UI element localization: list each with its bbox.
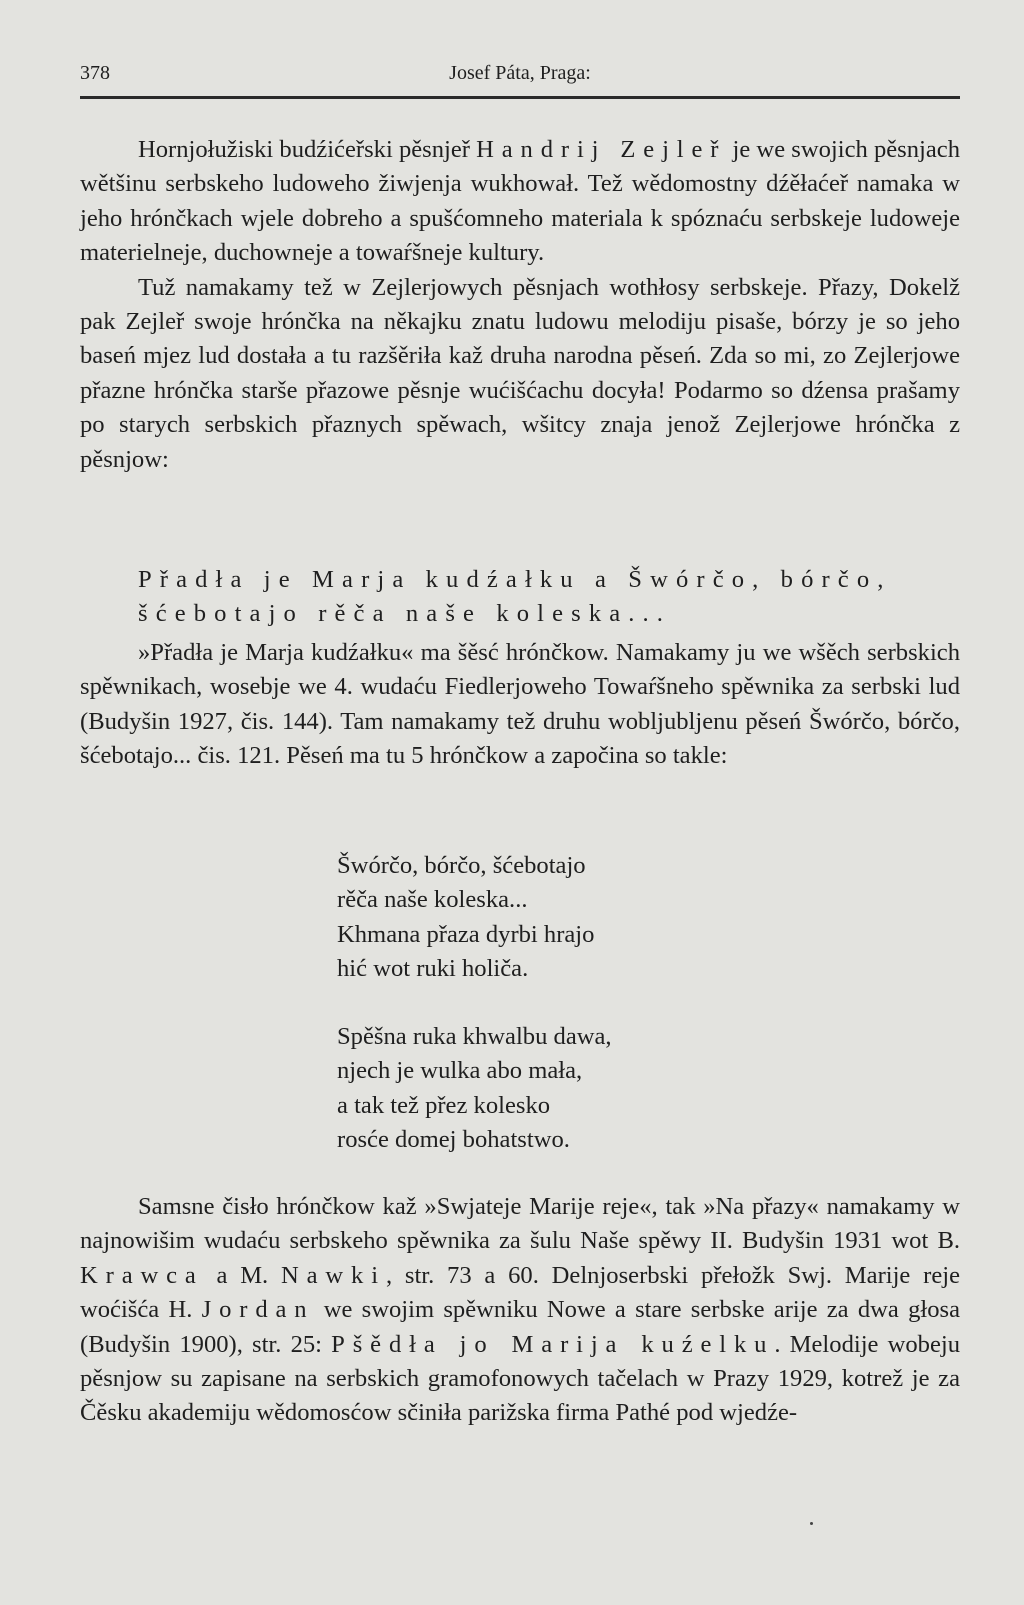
poem-line: Spěšna ruka khwalbu dawa,: [337, 1023, 612, 1050]
body-text-bottom: [80, 1190, 960, 1431]
name-krawca: Krawca: [80, 1261, 204, 1289]
paragraph-1-text-a: Hornjołužiski budźićeřski pěsnjeř: [138, 136, 477, 163]
paragraph-4-text-e: . Melodije wobeju pěsnjow su zapisane na serbskich gramofonowych tačelach w Prazy 1929, kotrež je za Čěsku akademiju wědomosćow sčiniła parižska firma Pathé pod wjedźe-: [80, 1330, 961, 1427]
running-title: Josef Páta, Praga:: [449, 62, 591, 84]
name-jordan: Jordan: [201, 1296, 315, 1324]
song-line-1: Přadła je Marja kudźałku a Šwórčo, bórčo,: [138, 566, 892, 593]
poem-stanza-1: [337, 849, 594, 987]
header-rule: [80, 96, 960, 99]
paragraph-2: Tuž namakamy tež w Zejlerjowych pěsnjach wothłosy serbskeje. Přazy, Dokelž pak Zejleř swoje hrónčka na někajku znatu ludowu melodiju pisaše, bórzy je so jeho baseń mjez lud dostała a tu razšěriła kaž druha narodna pěseń. Zda so mi, zo Zejlerjowe přazne hrónčka starše přazowe pěsnje wućišćachu docyła! Podarmo so dźensa prašamy po starych serbskich přaznych spěwach, wšitcy znaja jenož Zejlerjowe hrónčka z pěsnjow:: [80, 273, 960, 473]
poem-line: Khmana přaza dyrbi hrajo: [337, 920, 595, 948]
poem-line: njech je wulka abo mała,: [337, 1057, 583, 1085]
page-header: [80, 62, 960, 90]
paragraph-4-text-a: Samsne čisło hrónčkow kaž »Swjateje Marije reje«, tak »Na přazy« namakamy w najnowišim wudaću serbskeho spěwnika za šulu Naše spěwy II. Budyšin 1931 wot B.: [80, 1193, 960, 1255]
poem-line: rěča naše koleska...: [337, 886, 528, 914]
page-number: 378: [80, 62, 110, 84]
body-text-middle: [80, 636, 960, 774]
author-name: Handrij Zejleř: [476, 136, 727, 163]
paragraph-1: [80, 133, 960, 271]
paragraph-4-text-b: a M.: [203, 1261, 281, 1289]
paragraph-4-text-d: we swojim spěwniku Nowe a stare serbske arije za dwa głosa (Budyšin 1900), str. 25:: [80, 1296, 960, 1358]
poem-stanza-2: [337, 1020, 612, 1158]
poem-line: rosće domej bohatstwo.: [337, 1126, 570, 1154]
poem-line: a tak tež přez kolesko: [337, 1091, 551, 1119]
page-mark: [810, 1522, 813, 1525]
song-title: Pšědła jo Marija kuźelku: [331, 1330, 775, 1358]
body-text-top: [80, 133, 960, 477]
poem-line: hić wot ruki holiča.: [337, 955, 529, 983]
paragraph-1-text-b: je we swojich pěsnjach wětšinu serbskeho ludoweho žiwjenja wukhował. Tež wědomostny dźěłaćeř namaka w jeho hrónčkach wjele dobreho a spušćomneho materiala k spóznaću serbskeje ludoweje materielneje, duchowneje a towaŕšneje kultury.: [80, 136, 960, 267]
song-line-2: šćebotajo rěča naše koleska...: [138, 600, 672, 627]
poem-line: Šwórčo, bórčo, šćebotajo: [337, 852, 586, 879]
name-nawki: Nawki: [281, 1261, 386, 1289]
paragraph-4: [80, 1190, 960, 1431]
paragraph-3: »Přadła je Marja kudźałku« ma šěsć hrónčkow. Namakamy ju we wšěch serbskich spěwnikach, wosebje we 4. wudaću Fiedlerjoweho Towaŕšneho spěwnika za serbski lud (Budyšin 1927, čis. 144). Tam namakamy tež druhu wobljubljenu pěseń Šwórčo, bórčo, šćebotajo... čis. 121. Pěseń ma tu 5 hrónčkow a započina so takle:: [80, 639, 960, 770]
paragraph-4-text-c: , str. 73 a 60. Delnjoserbski přełožk Swj. Marije reje wоćišća H.: [80, 1261, 960, 1324]
